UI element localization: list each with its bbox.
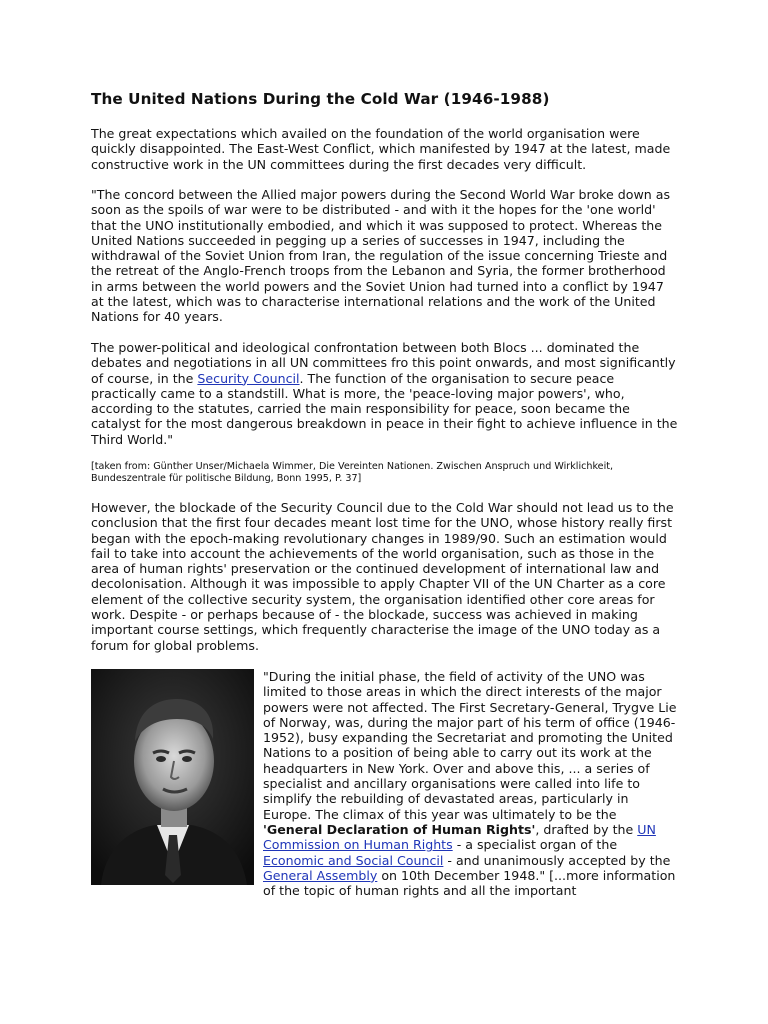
trygve-lie-portrait <box>91 669 254 885</box>
quote-paragraph-2 <box>91 340 679 447</box>
quote-paragraph-1: "The concord between the Allied major powers during the Second World War broke down as soon as the spoils of war were to be distributed - and with it the hopes for the 'one world' that the UNO institutionally embodied, and which it was supposed to protect. Whereas the United Nations succeeded in pegging up a series of successes in 1947, including the withdrawal of the Soviet Union from Iran, the regulation of the issue concerning Trieste and the retreat of the Anglo-French troops from the Lebanon and Syria, the former brotherhood in arms between the world powers and the Soviet Union had turned into a conflict by 1947 at the latest, which was to characterise international relations and the work of the United Nations for 40 years. <box>91 187 671 325</box>
source-citation: [taken from: Günther Unser/Michaela Wimmer, Die Vereinten Nationen. Zwischen Anspruch und Wirklichkeit, Bundeszentrale für politische Bildung, Bonn 1995, P. 37] <box>91 461 614 484</box>
declaration-title: 'General Declaration of Human Rights' <box>263 821 536 837</box>
paragraph-text: "During the initial phase, the field of activity of the UNO was limited to those areas in which the direct interests of the major powers were not affected. The First Secretary-General, Trygve Lie of Norway, was, during the major part of his term of office (1946-1952), busy expanding the Secretariat and promoting the United Nations to a position of being able to carry out its work at the headquarters in New York. Over and above this, ... a series of specialist and ancillary organisations were called into life to simplify the rebuilding of devastated areas, particularly in Europe. The climax of this year was ultimately to be the <box>263 669 677 822</box>
paragraph-text: - a specialist organ of the <box>452 837 618 853</box>
paragraph-text: - and unanimously accepted by the <box>443 852 671 868</box>
un-commission-human-rights-link[interactable]: UN Commission on Human Rights <box>263 821 656 853</box>
economic-social-council-link[interactable]: Economic and Social Council <box>263 852 444 868</box>
security-council-link[interactable]: Security Council <box>197 370 300 386</box>
analysis-paragraph: However, the blockade of the Security Council due to the Cold War should not lead us to the conclusion that the first four decades meant lost time for the UNO, whose history really first began with the epoch-making revolutionary changes in 1989/90. Such an estimation would fail to take into account the achievements of the world organisation, such as those in the area of human rights' preservation or the continued development of international law and decolonisation. Although it was impossible to apply Chapter VII of the UN Charter as a core element of the collective security system, the organisation identified other core areas for work. Despite - or perhaps because of - the blockade, success was achieved in making important course settings, which frequently characterise the image of the UNO today as a forum for global problems. <box>91 500 674 653</box>
paragraph-text: on 10th December 1948." [...more information of the topic of human rights and all the important <box>263 867 676 899</box>
page-title: The United Nations During the Cold War (1946-1988) <box>91 90 550 108</box>
paragraph-text: . The function of the organisation to secure peace practically came to a standstill. What is more, the 'peace-loving major powers', who, according to the statutes, carried the main responsibility for peace, soon became the catalyst for the most dangerous breakdown in peace in their fight to achieve influence in the Third World." <box>91 370 678 447</box>
paragraph-text: The power-political and ideological confrontation between both Blocs ... dominated the debates and negotiations in all UN committees fro this point onwards, and most significantly of course, in the <box>91 340 676 386</box>
trygve-lie-caption-text <box>263 669 677 898</box>
general-assembly-link[interactable]: General Assembly <box>263 867 378 883</box>
intro-paragraph: The great expectations which availed on the foundation of the world organisation were quickly disappointed. The East-West Conflict, which manifested by 1947 at the latest, made constructive work in the UN committees during the first decades very difficult. <box>91 126 671 172</box>
paragraph-text: , drafted by the <box>535 821 638 837</box>
